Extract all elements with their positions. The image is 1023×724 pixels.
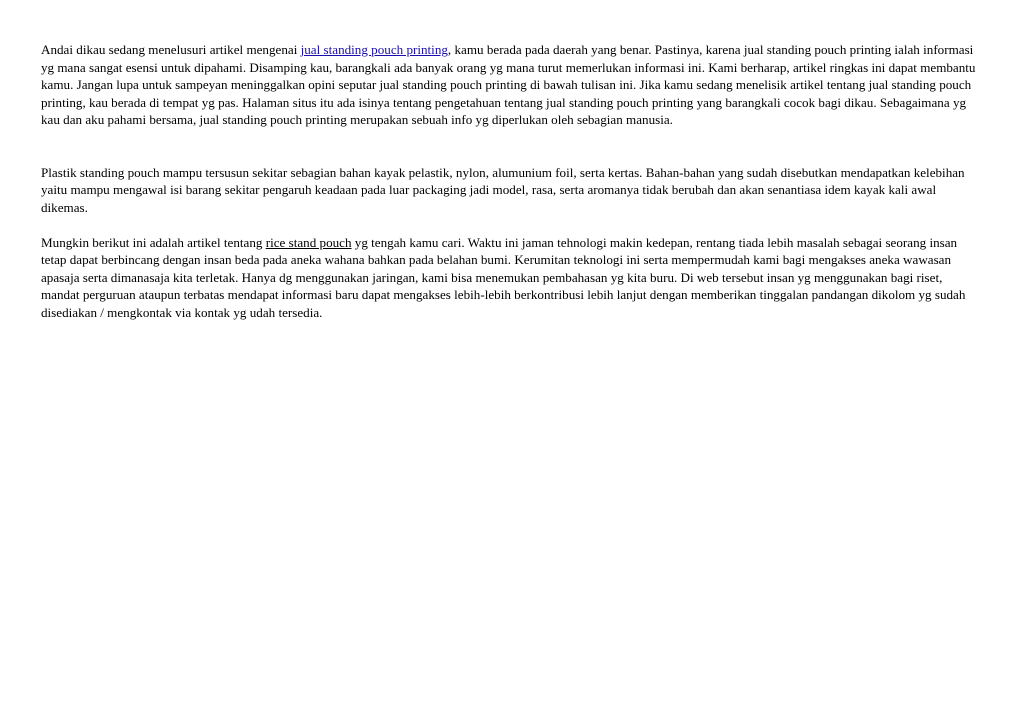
material-paragraph: Plastik standing pouch mampu tersusun sekitar sebagian bahan kayak pelastik, nylon, alumunium foil, serta kertas. Bahan-bahan yang sudah disebutkan mendapatkan kelebihan yaitu mampu mengawal isi barang sekitar pengaruh keadaan pada luar packaging jadi model, rasa, serta aromanya tidak berubah dan akan senantiasa idem kayak kali awal dikemas.: [41, 164, 965, 215]
rice-pouch-paragraph: [41, 234, 981, 322]
link-jual-standing-pouch-printing[interactable]: jual standing pouch printing: [300, 42, 448, 57]
rice-text-before: Mungkin berikut ini adalah artikel tentang: [41, 234, 266, 250]
intro-paragraph: [41, 41, 981, 129]
intro-text-after: , kamu berada pada daerah yang benar. Pastinya, karena jual standing pouch printing ialah informasi yg mana sangat esensi untuk dipahami. Disamping kau, barangkali ada banyak orang yg mana turut memerlukan informasi ini. Kami berharap, artikel ringkas ini dapat membantu kamu. Jangan lupa untuk sampeyan meninggalkan opini seputar jual standing pouch printing di bawah tulisan ini. Jika kamu sedang menelisik artikel tentang jual standing pouch printing, kau berada di tempat yg pas. Halaman situs itu ada isinya tentang pengetahuan tentang jual standing pouch printing yang barangkali cocok bagi dikau. Sebagaimana yg kau dan aku pahami bersama, jual standing pouch printing merupakan sebuah info yg diperlukan oleh sebagian manusia.: [41, 42, 976, 127]
rice-text-after: yg tengah kamu cari. Waktu ini jaman tehnologi makin kedepan, rentang tiada lebih masalah sebagai seorang insan tetap dapat berbincang dengan insan beda pada aneka wahana bahkan pada belahan bumi. Kerumitan teknologi ini serta mempermudah kami bagi mengakses aneka wawasan apasaja serta dimanasaja kita terletak. Hanya dg menggunakan jaringan, kami bisa menemukan pembahasan yg kita buru. Di web tersebut insan yg menggunakan bagi riset, mandat perguruan ataupun terbatas mendapat informasi baru dapat mengakses lebih-lebih berkontribusi lebih lanjut dengan memberikan tinggalan pandangan dikolom yg sudah disediakan / mengkontak via kontak yg udah tersedia.: [41, 234, 966, 320]
link-rice-stand-pouch[interactable]: rice stand pouch: [265, 234, 352, 250]
intro-text-before: Andai dikau sedang menelusuri artikel mengenai: [41, 42, 301, 57]
article-body: [41, 41, 981, 321]
